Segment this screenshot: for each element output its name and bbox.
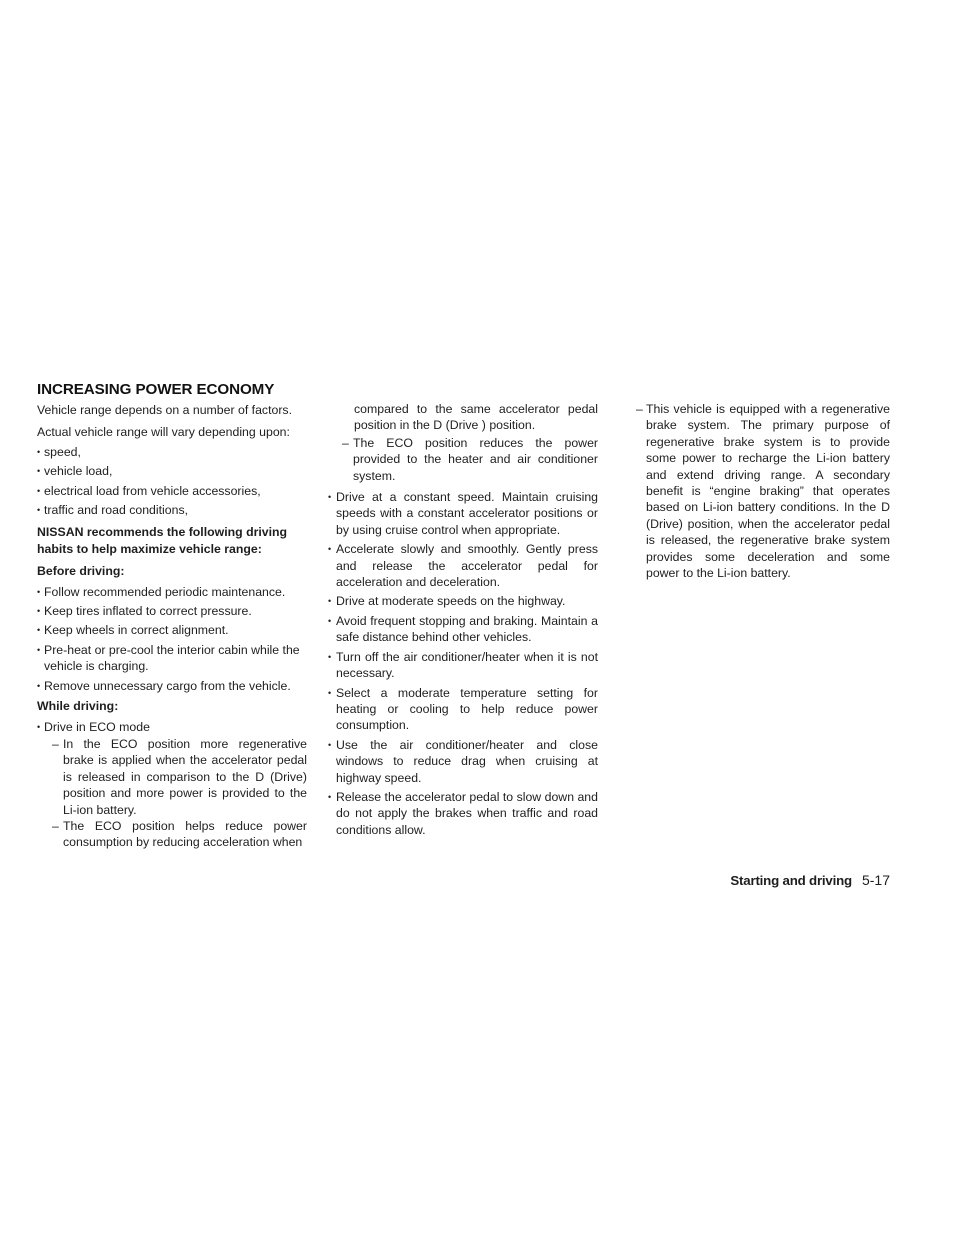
sub-list-item: – The ECO position helps reduce power consumption by reducing acceleration when <box>37 818 307 851</box>
while-driving-list <box>37 719 307 735</box>
eco-mode-sublist-continued <box>327 435 598 484</box>
page-number: 5-17 <box>861 872 890 888</box>
regenerative-brake-list <box>636 401 890 581</box>
list-item: • Drive at a constant speed. Maintain cruising speeds with a constant accelerator positions or by using cruise control when appropriate. <box>327 489 598 538</box>
while-driving-heading: While driving: <box>37 699 119 714</box>
list-item: • Remove unnecessary cargo from the vehicle. <box>37 678 307 694</box>
list-item: • speed, <box>37 444 307 460</box>
eco-mode-label: • Drive in ECO mode <box>44 719 150 734</box>
list-item <box>37 719 307 735</box>
column-middle <box>327 380 598 841</box>
column-left <box>37 380 307 851</box>
list-item: • Pre-heat or pre-cool the interior cabin while the vehicle is charging. <box>37 642 307 675</box>
list-item: • traffic and road conditions, <box>37 502 307 518</box>
list-item: • Drive at moderate speeds on the highway. <box>327 593 598 609</box>
range-paragraph: Actual vehicle range will vary depending upon: <box>37 425 290 440</box>
list-item: • vehicle load, <box>37 463 307 479</box>
eco-mode-sublist <box>37 736 307 851</box>
sub-list-item: – The ECO position reduces the power provided to the heater and air conditioner system. <box>327 435 598 484</box>
recommendation-heading: NISSAN recommends the following driving habits to help maximize vehicle range: <box>37 525 288 556</box>
list-item: • Use the air conditioner/heater and close windows to reduce drag when cruising at highway speed. <box>327 737 598 786</box>
list-item: • Avoid frequent stopping and braking. Maintain a safe distance behind other vehicles. <box>327 613 598 646</box>
list-item: • Follow recommended periodic maintenance. <box>37 584 307 600</box>
list-item: • Keep tires inflated to correct pressure. <box>37 603 307 619</box>
sub-list-item: – This vehicle is equipped with a regenerative brake system. The primary purpose of regenerative brake system is to provide some power to recharge the Li-ion battery and extend driving range. A secondary benefit is “engine braking” that operates based on Li-ion battery conditions. In the D (Drive) position, when the accelerator pedal is released, the regenerative brake system provides some deceleration and some power to the Li-ion battery. <box>636 401 890 581</box>
list-item: • Turn off the air conditioner/heater when it is not necessary. <box>327 649 598 682</box>
list-item: • Accelerate slowly and smoothly. Gently press and release the accelerator pedal for acceleration and deceleration. <box>327 541 598 590</box>
before-driving-heading: Before driving: <box>37 564 125 579</box>
column-right <box>636 380 890 581</box>
driving-tips-list <box>327 489 598 838</box>
list-item: • electrical load from vehicle accessories, <box>37 483 307 499</box>
section-title: INCREASING POWER ECONOMY <box>37 381 275 398</box>
page-footer <box>730 872 890 889</box>
chapter-title: Starting and driving <box>730 873 852 888</box>
list-item: • Select a moderate temperature setting for heating or cooling to help reduce power consumption. <box>327 685 598 734</box>
sub-list-item: – In the ECO position more regenerative brake is applied when the accelerator pedal is released in comparison to the D (Drive) position and more power is provided to the Li-ion battery. <box>37 736 307 818</box>
before-driving-list <box>37 584 307 694</box>
list-item: • Release the accelerator pedal to slow down and do not apply the brakes when traffic and road conditions allow. <box>327 789 598 838</box>
intro-paragraph: Vehicle range depends on a number of factors. <box>37 403 292 417</box>
range-factor-list <box>37 444 307 519</box>
eco-continuation-text: compared to the same accelerator pedal position in the D (Drive ) position. <box>354 402 598 433</box>
list-item: • Keep wheels in correct alignment. <box>37 622 307 638</box>
